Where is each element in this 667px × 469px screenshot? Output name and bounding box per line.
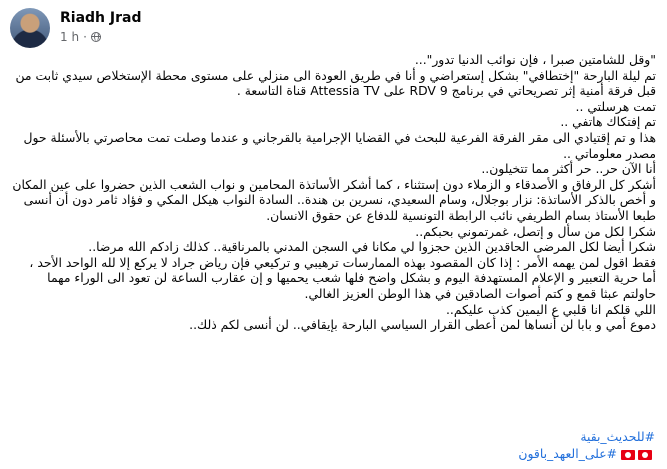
post-line: مصدر معلوماتي .. — [563, 145, 656, 161]
post-line: شكرا أيضا لكل المرضى الحاقدين الذين حجزوا لي مكانا في السجن المدني بالمرناقية.. كذلك زادكم الله مرضا.. — [88, 239, 656, 255]
author-name[interactable]: Riadh Jrad — [60, 10, 142, 26]
post-line: و أخص بالذكر الأساتذة: نزار بوجلال، وسام السعيدي، نسرين بن هندة.. السادة النواب هيكل المكي و فؤاد ثامر دون أن أنسى — [23, 192, 656, 208]
post-line: هذا و تم إقتيادي الى مقر الفرقة الفرعية للبحث في القضايا الإجرامية بالقرجاني و عندما وصلت تمت محاصرتي بالأسئلة حول — [23, 129, 656, 145]
post-line: فقط اقول لمن يهمه الأمر : إذا كان المقصود بهذه الممارسات ترهيبي و تركيعي فإن رياض جراد لا يركع إلا لله الواحد الأحد ، — [29, 254, 656, 270]
post-line: أنا الآن حر.. حر أكثر مما تتخيلون.. — [481, 161, 656, 177]
hashtag-link[interactable]: #للحديث_بقية — [580, 429, 655, 444]
post-line: دموع أمي و بابا لن أنساها لمن أعطى القرار السياسي البارحة بإيقافي.. لن أنسى لكم ذلك.. — [189, 317, 656, 333]
post-line: "وقل للشامتين صبرا ، فإن نوائب الدنيا تدور"... — [414, 52, 656, 67]
tunisia-flag-icon — [638, 450, 652, 460]
post-line: طبعا الأستاذ بسام الطريفي نائب الرابطة التونسية للدفاع عن حقوق الانسان. — [266, 207, 656, 223]
meta-separator: · — [83, 30, 87, 44]
hashtag-link[interactable]: #على_العهد_باقون — [518, 446, 618, 461]
hashtag-list — [518, 428, 655, 462]
post-line: أما حرية التعبير و الإعلام المستهدفة اليوم و بشكل واضح فلها شعب يحميها و إن عقارب الساعة لن تعود الى الوراء مهما — [47, 270, 656, 286]
post-header — [10, 8, 410, 52]
post-line: تم ليلة البارحة "إختطافي" بشكل إستعراضي و أنا في طريق العودة الى منزلي على مستوى محطة الإستخلاص سيدي ثابت من — [15, 67, 656, 83]
hashtag-row — [518, 445, 655, 462]
post-meta — [60, 30, 101, 44]
author-avatar[interactable] — [10, 8, 50, 48]
tunisia-flag-icon — [621, 450, 635, 460]
post-timestamp[interactable]: 1 h — [60, 30, 80, 44]
post-body — [8, 52, 656, 333]
post-line: تم إفتكاك هاتفي .. — [560, 114, 656, 130]
globe-icon[interactable] — [91, 32, 101, 42]
post-line: قبل فرقة أمنية إثر تصريحاتي في برنامج RDV 9 على Attessia TV قناة التاسعة . — [236, 83, 656, 99]
post-line: تمت هرسلتي .. — [575, 98, 656, 114]
post-line: أشكر كل الرفاق و الأصدقاء و الزملاء دون إستثناء ، كما أشكر الأساتذة المحامين و نواب الشعب الذين حضروا على عين المكان — [12, 176, 656, 192]
post-line: حاولتم عبثا قمع و كتم أصوات الصادقين في هذا الوطن العزيز الغالي. — [304, 285, 656, 301]
post-line: اللي قلكم انا قلبي ع اليمين كذب عليكم.. — [445, 301, 656, 317]
post-line: شكرا لكل من سأل و إتصل، غمرتموني بحبكم.. — [415, 223, 656, 239]
